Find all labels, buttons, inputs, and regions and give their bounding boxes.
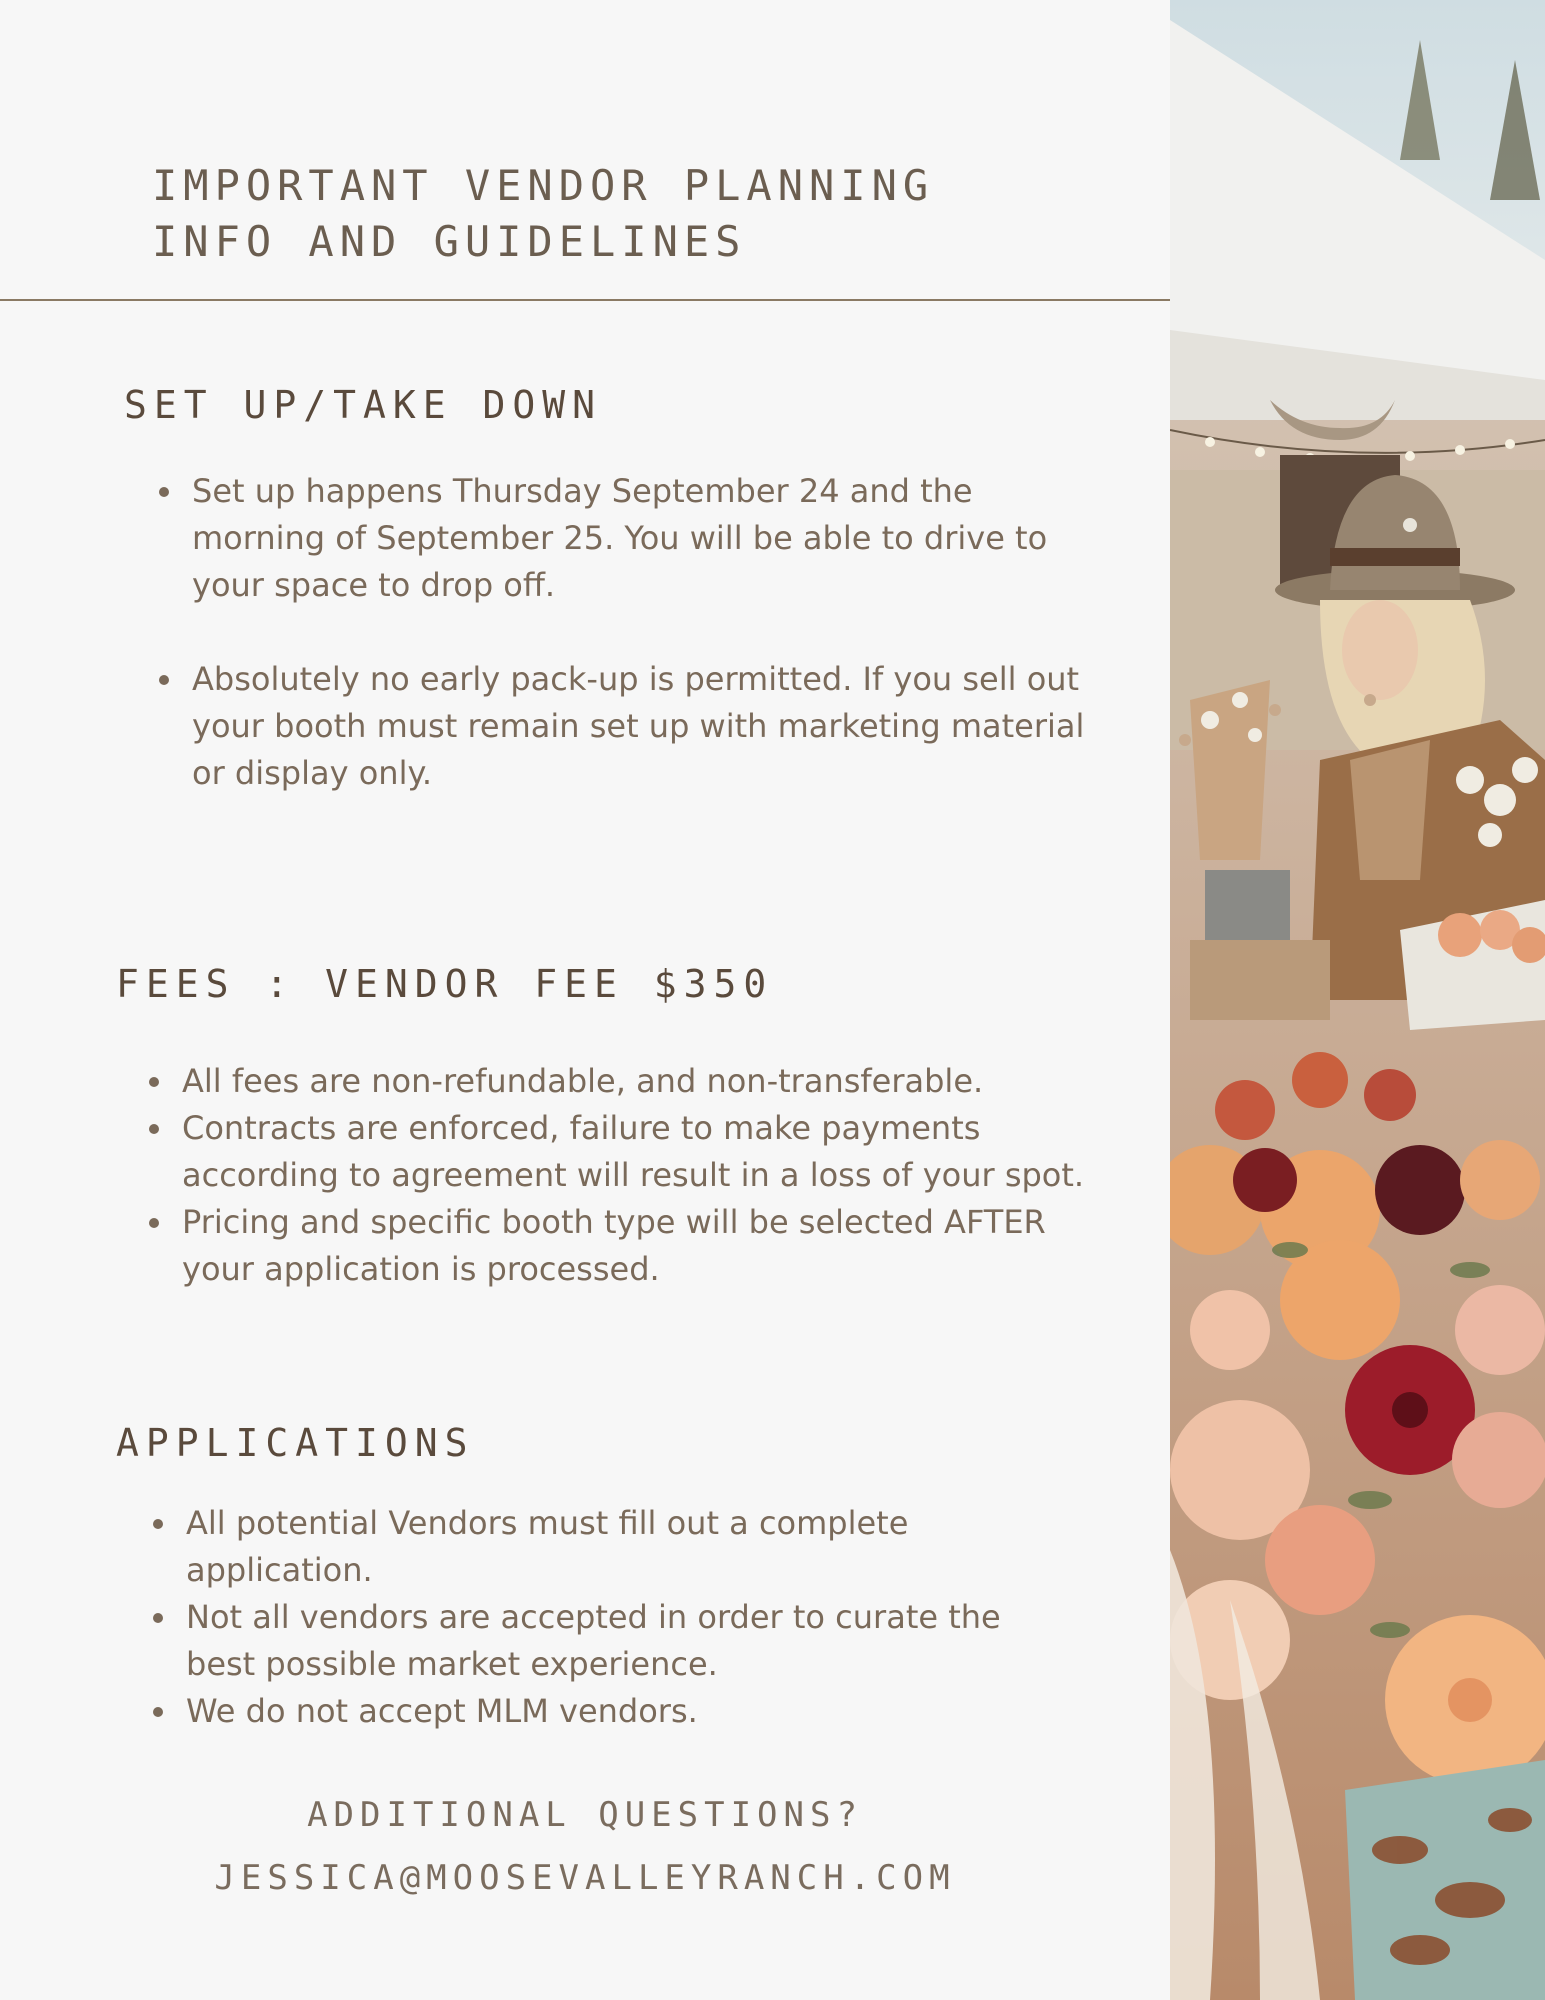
market-photo bbox=[1170, 0, 1545, 2000]
contact-email[interactable]: JESSICA@MOOSEVALLEYRANCH.COM bbox=[214, 1858, 956, 1898]
list-item: • All fees are non-refundable, and non-transferable. bbox=[176, 1058, 1106, 1105]
flower-vendor-illustration bbox=[1170, 0, 1545, 2000]
setup-heading: SET UP/TAKE DOWN bbox=[124, 383, 603, 427]
list-item: • Absolutely no early pack-up is permitted. If you sell out your booth must remain set up with marketing material or display only. bbox=[186, 656, 1086, 797]
list-item: • Set up happens Thursday September 24 and the morning of September 25. You will be able to drive to your space to drop off. bbox=[186, 468, 1086, 609]
list-item: • We do not accept MLM vendors. bbox=[180, 1688, 1060, 1735]
additional-questions-label: ADDITIONAL QUESTIONS? bbox=[307, 1795, 863, 1835]
list-item: • Contracts are enforced, failure to make payments according to agreement will result in a loss of your spot. bbox=[176, 1105, 1106, 1199]
page-title: IMPORTANT VENDOR PLANNING INFO AND GUIDELINES bbox=[152, 161, 935, 266]
fees-list bbox=[142, 1058, 1106, 1293]
list-item: • Not all vendors are accepted in order to curate the best possible market experience. bbox=[180, 1594, 1060, 1688]
title-divider bbox=[0, 299, 1170, 301]
applications-list bbox=[146, 1500, 1060, 1735]
list-item: • All potential Vendors must fill out a complete application. bbox=[180, 1500, 1060, 1594]
list-item: • Pricing and specific booth type will be selected AFTER your application is processed. bbox=[176, 1199, 1106, 1293]
fees-heading: FEES : VENDOR FEE $350 bbox=[116, 962, 774, 1006]
applications-heading: APPLICATIONS bbox=[116, 1421, 475, 1465]
setup-list bbox=[152, 468, 1086, 797]
